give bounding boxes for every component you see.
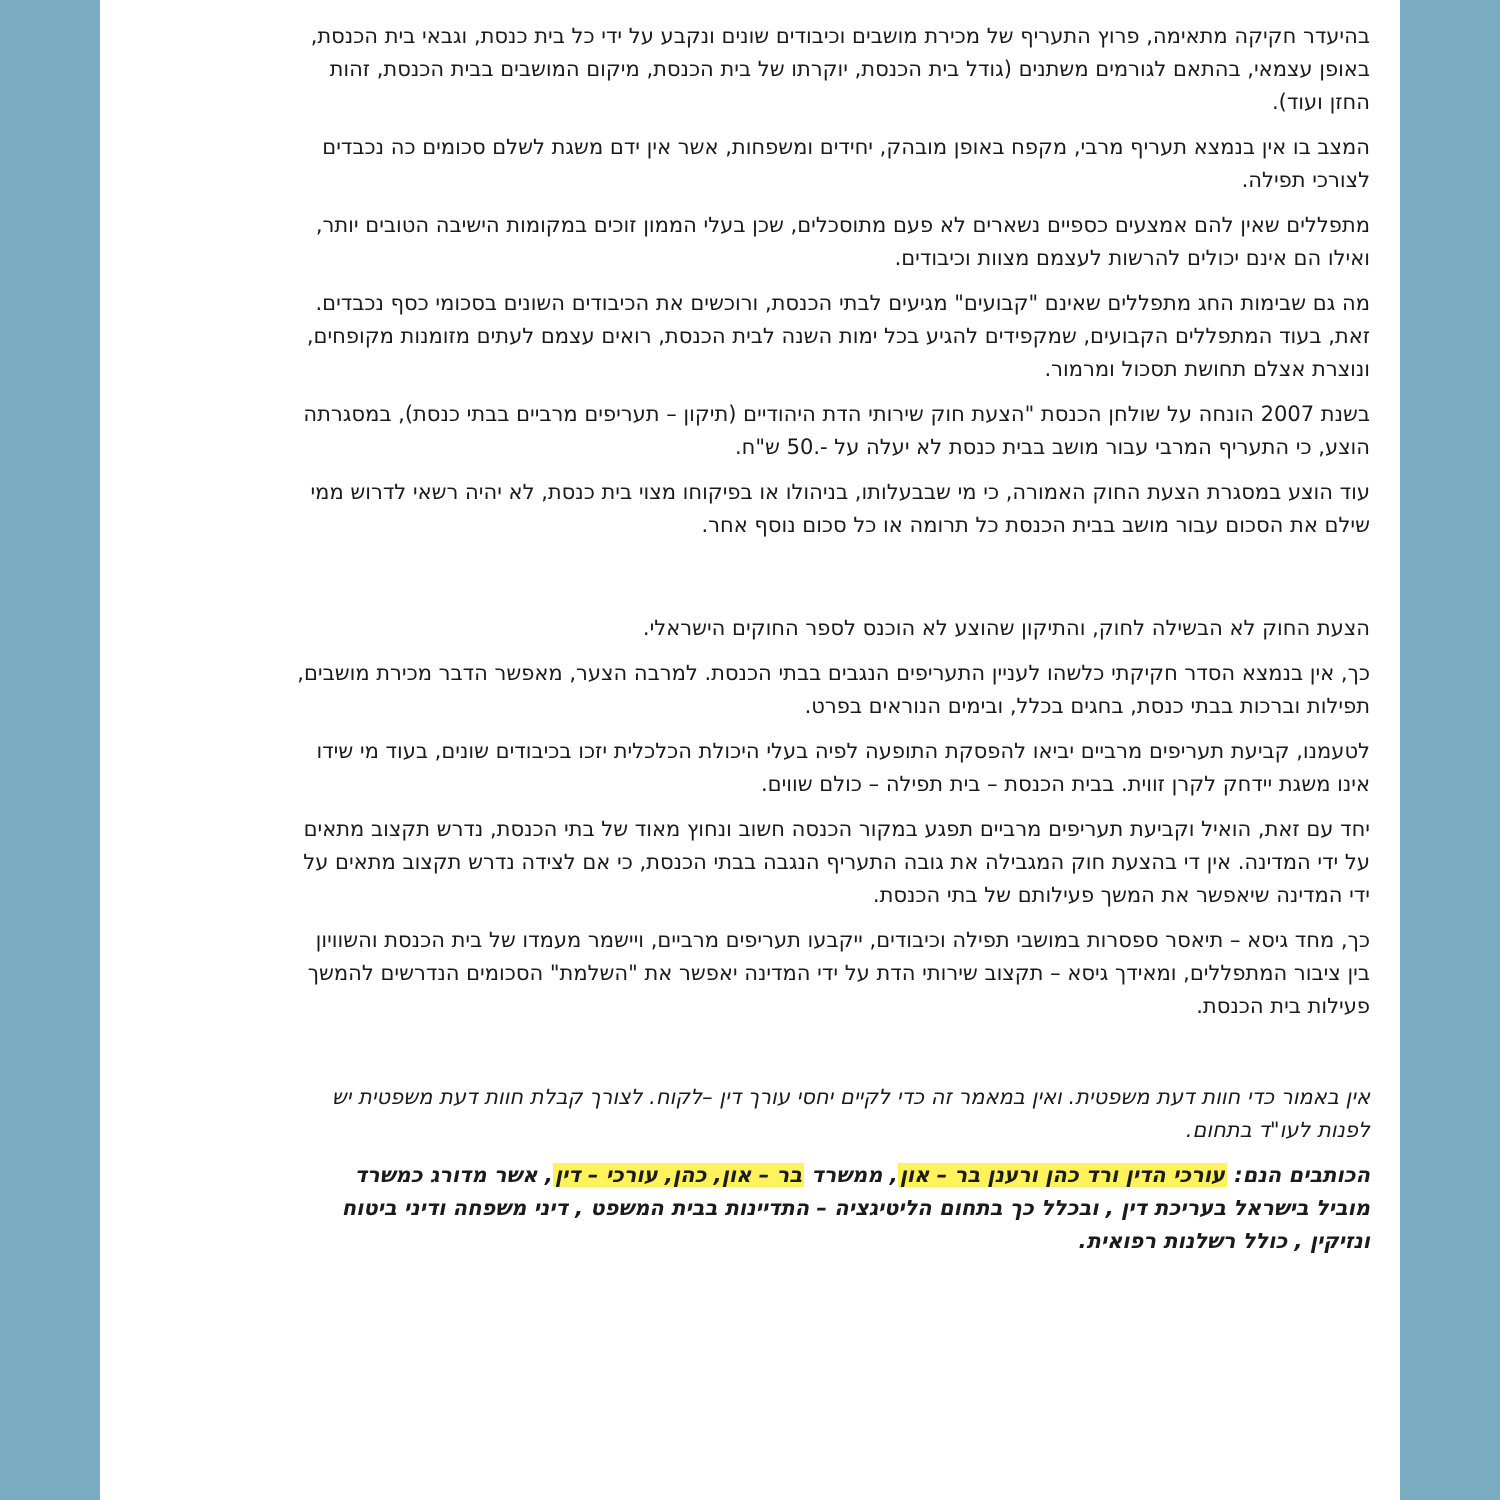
authors-note	[295, 1159, 1370, 1258]
document-body	[295, 20, 1370, 1258]
paragraph-2: המצב בו אין בנמצא תעריף מרבי, מקפח באופן מובהק, יחידים ומשפחות, אשר אין ידם משגת לשלם סכומים כה נכבדים לצורכי תפילה.	[322, 135, 1370, 192]
authors-names-highlight: עורכי הדין ורד כהן ורענן בר – און	[899, 1163, 1225, 1187]
paragraph-8: כך, אין בנמצא הסדר חקיקתי כלשהו לעניין התעריפים הנגבים בבתי הכנסת. למרבה הצער, מאפשר הדבר מכירת מושבים, תפילות וברכות בבתי כנסת, בחגים בכלל, ובימים הנוראים בפרט.	[297, 661, 1370, 718]
paragraph-10: יחד עם זאת, הואיל וקביעת תעריפים מרביים תפגע במקור הכנסה חשוב ונחוץ מאוד של בתי הכנסת, נדרש תקצוב מתאים על ידי המדינה. אין די בהצעת חוק המגבילה את גובה התעריף הנגבה בבתי הכנסת, כי אם לצידה נדרש תקצוב מתאים על ידי המדינה שיאפשר את המשך פעילותם של בתי הכנסת.	[303, 817, 1370, 907]
paragraph-6: עוד הוצע במסגרת הצעת החוק האמורה, כי מי שבבעלותו, בניהולו או בפיקוחו מצוי בית כנסת, לא יהיה רשאי לדרוש ממי שילם את הסכום עבור מושב בבית הכנסת כל תרומה או כל סכום נוסף אחר.	[310, 480, 1370, 537]
document-page	[100, 0, 1400, 1500]
paragraph-3: מתפללים שאין להם אמצעים כספיים נשארים לא פעם מתוסכלים, שכן בעלי הממון זוכים במקומות הישיבה הטובים יותר, ואילו הם אינם יכולים להרשות לעצמם מצוות וכיבודים.	[315, 213, 1370, 270]
paragraph-11: כך, מחד גיסא – תיאסר ספסרות במושבי תפילה וכיבודים, ייקבעו תעריפים מרביים, ויישמר מעמדו של בית הכנסת והשוויון בין ציבור המתפללים, ומאידך גיסא – תקצוב שירותי הדת על ידי המדינה יאפשר את "השלמת" הסכומים הנדרשים להמשך פעילות בית הכנסת.	[307, 928, 1370, 1018]
authors-mid: , ממשרד	[811, 1163, 898, 1187]
paragraph-1: בהיעדר חקיקה מתאימה, פרוץ התעריף של מכירת מושבים וכיבודים שונים ונקבע על ידי כל בית כנסת, וגבאי בית הכנסת, באופן עצמאי, בהתאם לגורמים משתנים (גודל בית הכנסת, יוקרתו של בית הכנסת, מיקום המושבים בבית הכנסת, זהות החזן ועוד).	[310, 24, 1370, 114]
firm-name-highlight: בר – און, כהן, עורכי – דין	[554, 1163, 803, 1187]
paragraph-9: לטעמנו, קביעת תעריפים מרביים יביאו להפסקת התופעה לפיה בעלי היכולת הכלכלית יזכו בכיבודים שונים, בעוד מי שידו אינו משגת יידחק לקרן זווית. בבית הכנסת – בית תפילה – כולם שווים.	[316, 739, 1370, 796]
authors-rest: , אשר מדורג כמשרד מוביל בישראל בעריכת דין , ובכלל כך בתחום הליטיגציה – התדיינות בבית המשפט , דיני משפחה ודיני ביטוח ונזיקין , כולל רשלנות רפואית.	[341, 1163, 1370, 1253]
paragraph-4: מה גם שבימות החג מתפללים שאינם "קבועים" מגיעים לבתי הכנסת, ורוכשים את הכיבודים השונים בסכומי כסף נכבדים. זאת, בעוד המתפללים הקבועים, שמקפידים להגיע בכל ימות השנה לבית הכנסת, רואים עצמם לעתים מזומנות מקופחים, ונוצרת אצלם תחושת תסכול ומרמור.	[306, 291, 1370, 381]
paragraph-7: הצעת החוק לא הבשילה לחוק, והתיקון שהוצע לא הוכנס לספר החוקים הישראלי.	[642, 616, 1370, 640]
authors-lead: הכותבים הנם:	[1234, 1163, 1370, 1187]
paragraph-5: בשנת 2007 הונחה על שולחן הכנסת "הצעת חוק שירותי הדת היהודיים (תיקון – תעריפים מרביים בבתי כנסת), במסגרתה הוצע, כי התעריף המרבי עבור מושב בבית כנסת לא יעלה על -.50 ש"ח.	[303, 402, 1370, 459]
legal-disclaimer: אין באמור כדי חוות דעת משפטית. ואין במאמר זה כדי לקיים יחסי עורך דין –לקוח. לצורך קבלת חוות דעת משפטית יש לפנות לעו"ד בתחום.	[331, 1085, 1370, 1142]
